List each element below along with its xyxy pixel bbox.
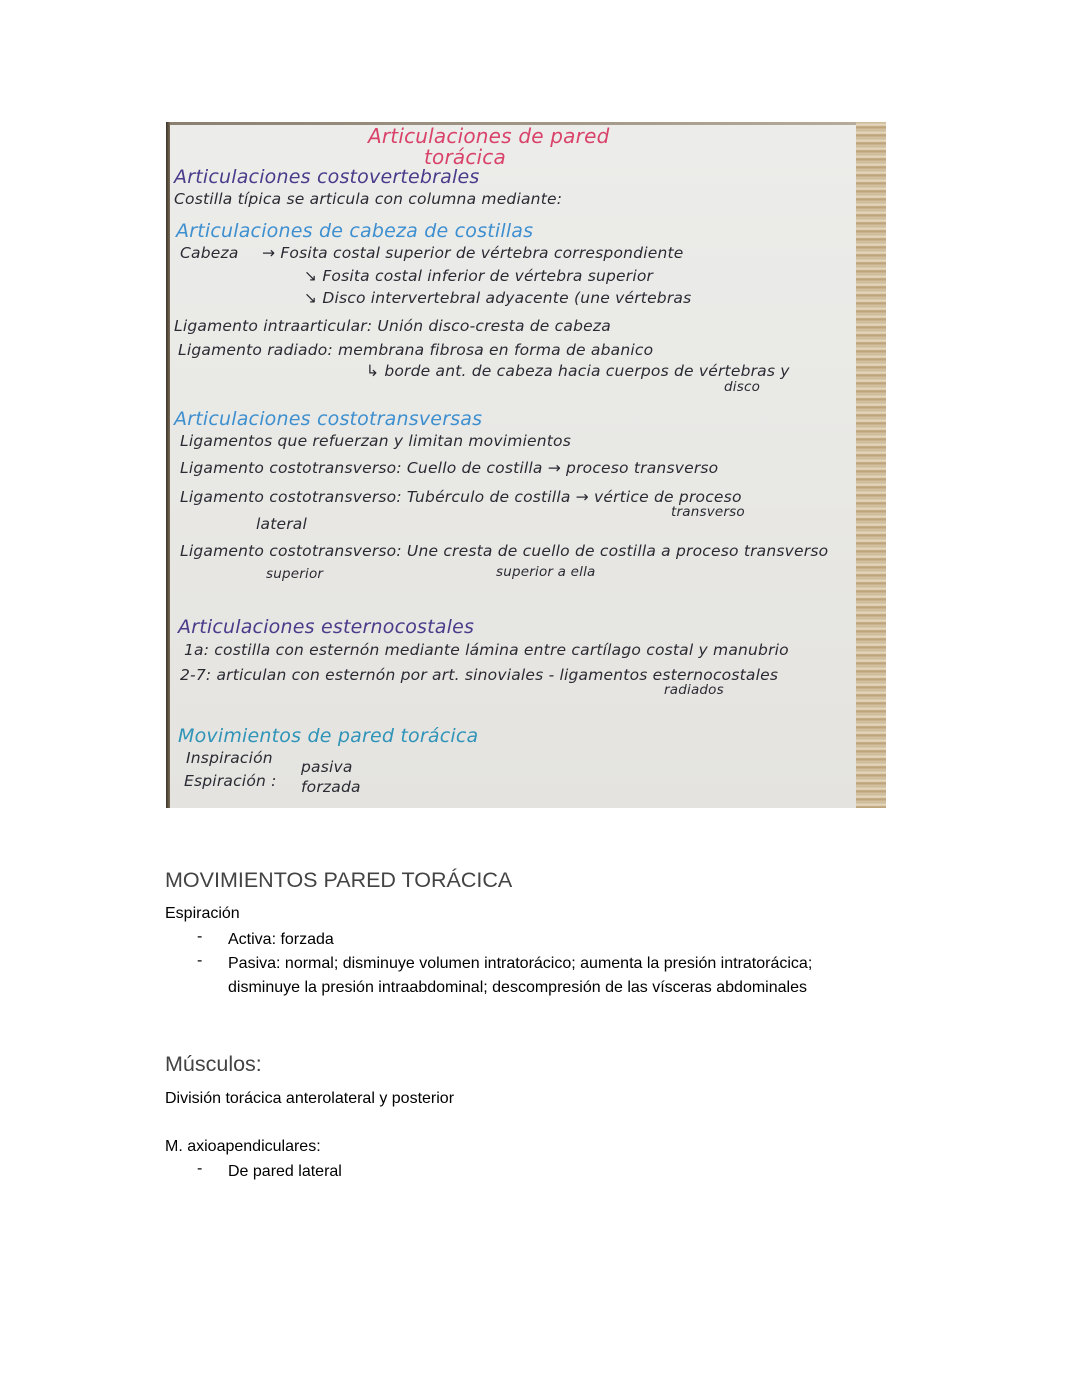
cabeza-arrow-1: → Fosita costal superior de vértebra correspondiente bbox=[262, 244, 684, 262]
bullet-dash: - bbox=[197, 952, 203, 969]
costotransversas-line-4-sub-right: superior a ella bbox=[496, 564, 596, 580]
costotransversas-line-3-sub-left: lateral bbox=[256, 515, 307, 533]
bullet-dash: - bbox=[197, 1160, 203, 1177]
costotransversas-line-4: Ligamento costotransverso: Une cresta de cuello de costilla a proceso transverso bbox=[180, 542, 829, 560]
bullet-pared-lateral bbox=[197, 1160, 597, 1184]
section-heading-costotransversas: Articulaciones costotransversas bbox=[174, 408, 483, 430]
section-heading-cabeza: Articulaciones de cabeza de costillas bbox=[176, 220, 534, 242]
photo-left-edge bbox=[166, 122, 170, 808]
bullet-pasiva bbox=[197, 952, 917, 1000]
movimientos-espiracion: Espiración : bbox=[184, 772, 277, 790]
section-heading-costovertebrales: Articulaciones costovertebrales bbox=[174, 166, 480, 188]
bullet-text: De pared lateral bbox=[228, 1163, 342, 1180]
cabeza-arrow-3: ↘ Disco intervertebral adyacente (une vértebras bbox=[304, 289, 692, 307]
ligamento-intraarticular: Ligamento intraarticular: Unión disco-cresta de cabeza bbox=[174, 317, 611, 335]
espiracion-pasiva: pasiva bbox=[301, 758, 353, 776]
costotransversas-line-1: Ligamentos que refuerzan y limitan movimientos bbox=[180, 432, 572, 450]
cabeza-arrow-2: ↘ Fosita costal inferior de vértebra superior bbox=[304, 267, 654, 285]
espiracion-label: Espiración bbox=[165, 905, 240, 922]
bullet-activa bbox=[197, 928, 917, 952]
costotransversas-line-2: Ligamento costotransverso: Cuello de costilla → proceso transverso bbox=[180, 459, 719, 477]
notes-title-line2: torácica bbox=[424, 145, 506, 169]
bullet-text-line1: Pasiva: normal; disminuye volumen intratorácico; aumenta la presión intratorácica; bbox=[228, 955, 813, 972]
bullet-text-line2: disminuye la presión intraabdominal; descompresión de las vísceras abdominales bbox=[228, 979, 807, 996]
notes-title-line1: Articulaciones de pared bbox=[368, 124, 610, 148]
costotransversas-line-4-sub-left: superior bbox=[266, 566, 324, 582]
espiracion-forzada: forzada bbox=[301, 778, 361, 796]
division-toracica: División torácica anterolateral y posterior bbox=[165, 1090, 455, 1107]
esternocostales-line-2: 2-7: articulan con esternón por art. sinoviales - ligamentos esternocostales bbox=[180, 666, 779, 684]
esternocostales-line-1: 1a: costilla con esternón mediante lámina entre cartílago costal y manubrio bbox=[184, 641, 789, 659]
ligamento-radiado-detail: ↳ borde ant. de cabeza hacia cuerpos de vértebras y bbox=[366, 362, 790, 380]
costotransversas-line-3-sub-right: transverso bbox=[671, 504, 745, 520]
wood-table-background bbox=[856, 122, 886, 808]
ligamento-radiado-disco: disco bbox=[724, 379, 761, 395]
bullet-text: Activa: forzada bbox=[228, 931, 334, 948]
heading-movimientos-pared-toracica: MOVIMIENTOS PARED TORÁCICA bbox=[165, 868, 513, 892]
handwritten-notes-photo bbox=[166, 122, 886, 808]
costotransversas-line-3: Ligamento costotransverso: Tubérculo de costilla → vértice de proceso bbox=[180, 488, 742, 506]
cabeza-label: Cabeza bbox=[180, 244, 239, 262]
axioapendiculares-label: M. axioapendiculares: bbox=[165, 1138, 321, 1155]
ligamento-radiado: Ligamento radiado: membrana fibrosa en forma de abanico bbox=[178, 341, 654, 359]
section-heading-movimientos: Movimientos de pared torácica bbox=[178, 725, 479, 747]
esternocostales-sub: radiados bbox=[664, 682, 724, 698]
section-heading-esternocostales: Articulaciones esternocostales bbox=[178, 616, 475, 638]
movimientos-inspiracion: Inspiración bbox=[186, 749, 273, 767]
heading-musculos: Músculos: bbox=[165, 1052, 262, 1076]
bullet-dash: - bbox=[197, 928, 203, 945]
costovertebrales-intro: Costilla típica se articula con columna mediante: bbox=[174, 190, 563, 208]
